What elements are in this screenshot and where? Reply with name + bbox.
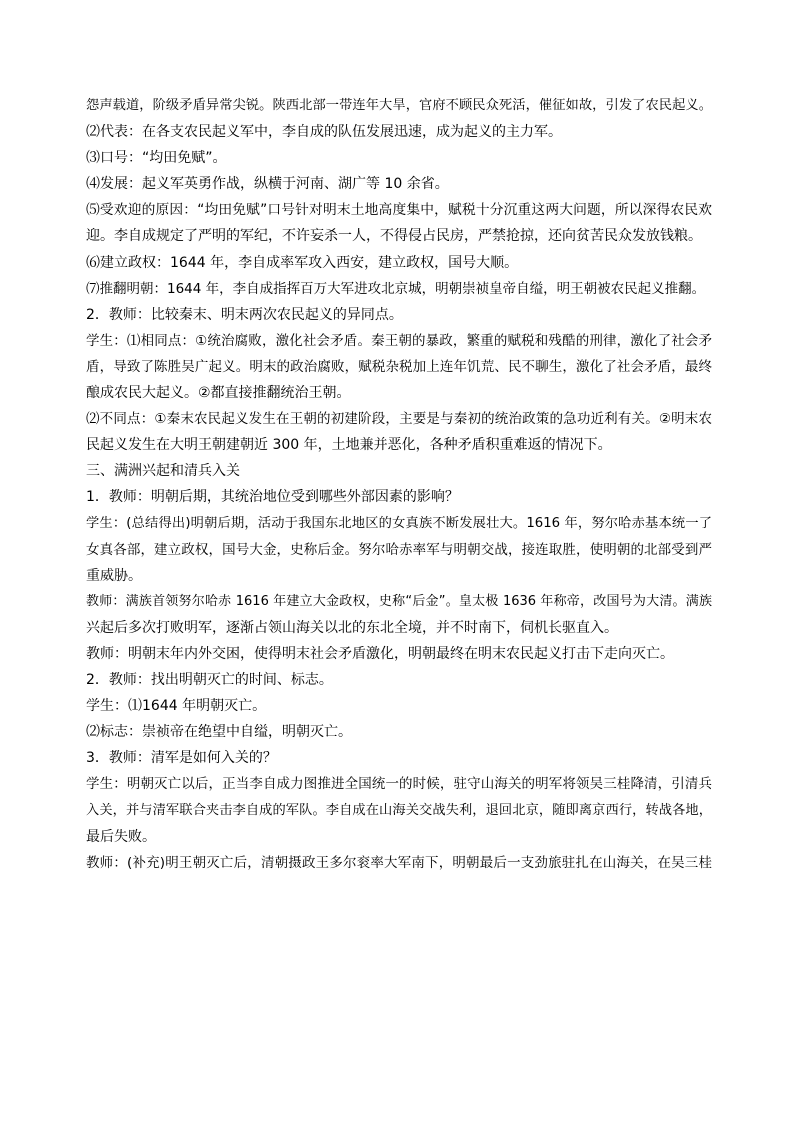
text-line: 酿成农民大起义。②都直接推翻统治王朝。 <box>86 385 351 402</box>
text-line: 2．教师：比较秦末、明末两次农民起义的异同点。 <box>86 306 403 323</box>
text-line: ⑵不同点：①秦末农民起义发生在王朝的初建阶段，主要是与秦初的统治政策的急功近利有关。②明末农 <box>86 411 712 428</box>
text-line: 2．教师：找出明朝灭亡的时间、标志。 <box>86 672 333 689</box>
text-line: 学生：⑴相同点：①统治腐败，激化社会矛盾。秦王朝的暴政，繁重的赋税和残酷的刑律，激化了社会矛 <box>86 332 712 349</box>
text-line: ⑺推翻明朝：1644 年，李自成指挥百万大军进攻北京城，明朝崇祯皇帝自缢，明王朝被农民起义推翻。 <box>86 280 706 297</box>
text-line: 1．教师：明朝后期，其统治地位受到哪些外部因素的影响？ <box>86 489 459 506</box>
text-line: 盾，导致了陈胜吴广起义。明末的政治腐败，赋税杂税加上连年饥荒、民不聊生，激化了社会矛盾，最终 <box>86 358 712 375</box>
text-line: 迎。李自成规定了严明的军纪，不许妄杀一人，不得侵占民房，严禁抢掠，还向贫苦民众发放钱粮。 <box>86 228 702 245</box>
text-line: 学生：明朝灭亡以后，正当李自成力图推进全国统一的时候，驻守山海关的明军将领吴三桂降清，引清兵 <box>86 776 712 793</box>
text-line: 女真各部，建立政权，国号大金，史称后金。努尔哈赤率军与明朝交战，接连取胜，使明朝的北部受到严 <box>86 541 712 558</box>
text-line: ⑹建立政权：1644 年，李自成率军攻入西安，建立政权，国号大顺。 <box>86 254 519 271</box>
text-line: 教师：(补充)明王朝灭亡后，清朝摄政王多尔衮率大军南下，明朝最后一支劲旅驻扎在山海关，在吴三桂 <box>86 854 712 871</box>
text-line: ⑵标志：崇祯帝在绝望中自缢，明朝灭亡。 <box>86 724 352 741</box>
text-line: 3．教师：清军是如何入关的？ <box>86 750 277 767</box>
text-line: 重威胁。 <box>86 567 142 584</box>
text-line: ⑵代表：在各支农民起义军中，李自成的队伍发展迅速，成为起义的主力军。 <box>86 124 562 141</box>
text-line: 教师：明朝末年内外交困，使得明末社会矛盾激化，明朝最终在明末农民起义打击下走向灭亡。 <box>86 645 674 662</box>
document-page <box>86 93 712 876</box>
text-line: 学生：⑴1644 年明朝灭亡。 <box>86 698 267 715</box>
text-line: 兴起后多次打败明军，逐渐占领山海关以北的东北全境，并不时南下，伺机长驱直入。 <box>86 619 618 636</box>
text-line: 学生：(总结得出)明朝后期，活动于我国东北地区的女真族不断发展壮大。1616 年，努尔哈赤基本统一了 <box>86 515 712 531</box>
section-heading: 三、满洲兴起和清兵入关 <box>86 463 240 480</box>
text-line: 民起义发生在大明王朝建朝近 300 年，土地兼并恶化，各种矛盾积重难返的情况下。 <box>86 437 612 454</box>
text-line: 最后失败。 <box>86 828 156 845</box>
text-line: ⑷发展：起义军英勇作战，纵横于河南、湖广等 10 余省。 <box>86 176 449 193</box>
text-line: ⑶口号：“均田免赋”。 <box>86 150 227 167</box>
text-line: ⑸受欢迎的原因：“均田免赋”口号针对明末土地高度集中，赋税十分沉重这两大问题，所以深得农民欢 <box>86 202 712 219</box>
text-line: 怨声载道，阶级矛盾异常尖锐。陕西北部一带连年大旱，官府不顾民众死活，催征如故，引发了农民起义。 <box>86 98 712 113</box>
text-line: 教师：满族首领努尔哈赤 1616 年建立大金政权，史称“后金”。皇太极 1636 年称帝，改国号为大清。满族 <box>86 593 712 609</box>
text-line: 入关，并与清军联合夹击李自成的军队。李自成在山海关交战失利，退回北京，随即离京西行，转战各地， <box>86 802 712 818</box>
